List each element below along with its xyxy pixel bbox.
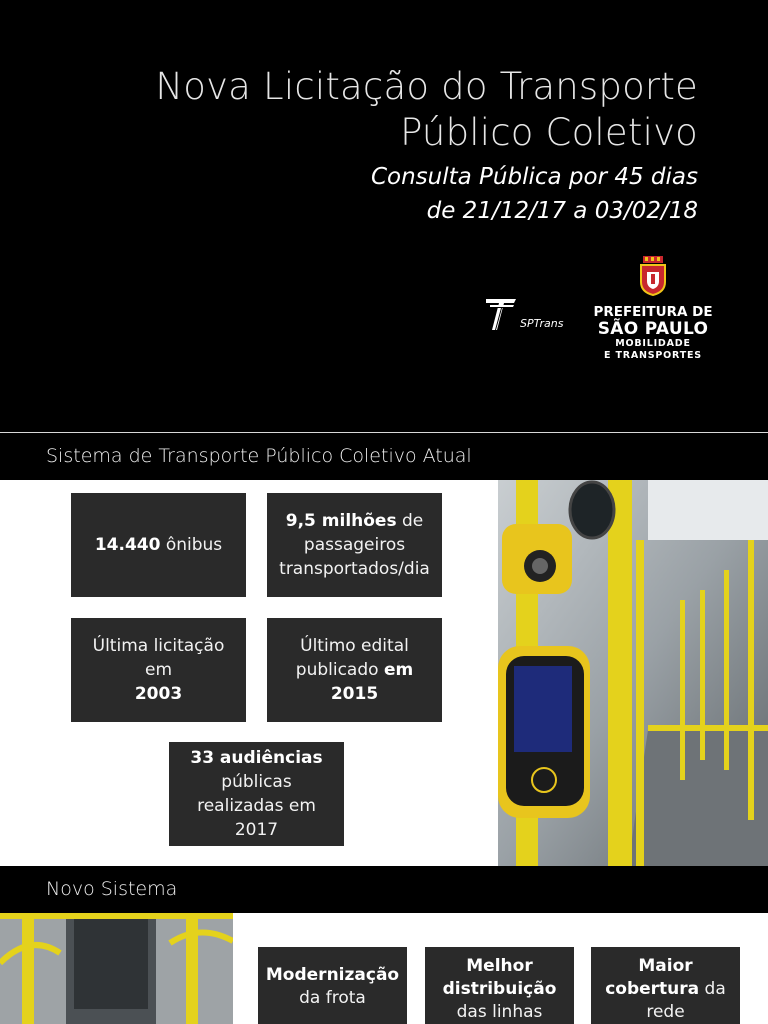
subtitle-line-1: Consulta Pública por 45 dias <box>370 164 698 190</box>
title-line-1: Nova Licitação do Transporte <box>155 65 698 108</box>
stat-box-buses: 14.440 ônibus <box>71 493 246 597</box>
prefeitura-line-3: MOBILIDADE <box>615 338 691 349</box>
title-line-2: Público Coletivo <box>400 111 698 154</box>
sptrans-label: SPTrans <box>520 317 564 330</box>
bus-interior-photo <box>0 913 233 1024</box>
hero-header <box>0 0 768 432</box>
current-system-panel <box>0 480 498 866</box>
bus-interior-validator-photo <box>498 480 768 866</box>
coat-of-arms-icon <box>638 256 668 296</box>
goal-box-lines: Melhor distribuição das linhas <box>425 947 574 1024</box>
page-title <box>155 64 698 156</box>
prefeitura-line-4: E TRANSPORTES <box>604 350 702 361</box>
prefeitura-line-2: SÃO PAULO <box>597 319 709 339</box>
stat-box-hearings: 33 audiências públicas realizadas em 2017 <box>169 742 344 846</box>
stat-box-passengers: 9,5 milhões de passageiros transportados/dia <box>267 493 442 597</box>
sptrans-logo <box>484 296 563 332</box>
prefeitura-line-1: PREFEITURA DE <box>593 304 713 320</box>
goal-box-coverage: Maior cobertura da rede <box>591 947 740 1024</box>
new-system-panel <box>233 913 768 1024</box>
prefeitura-logo <box>592 256 714 362</box>
stat-box-last-notice: Último edital publicado em 2015 <box>267 618 442 722</box>
subtitle-line-2: de 21/12/17 a 03/02/18 <box>426 198 698 224</box>
section-heading-current: Sistema de Transporte Público Coletivo Atual <box>0 433 768 480</box>
goal-box-fleet: Modernização da frota <box>258 947 407 1024</box>
sptrans-logo-icon <box>484 296 518 332</box>
page-subtitle <box>371 160 698 228</box>
section-heading-new: Novo Sistema <box>0 866 768 913</box>
stat-box-last-bidding: Última licitação em 2003 <box>71 618 246 722</box>
